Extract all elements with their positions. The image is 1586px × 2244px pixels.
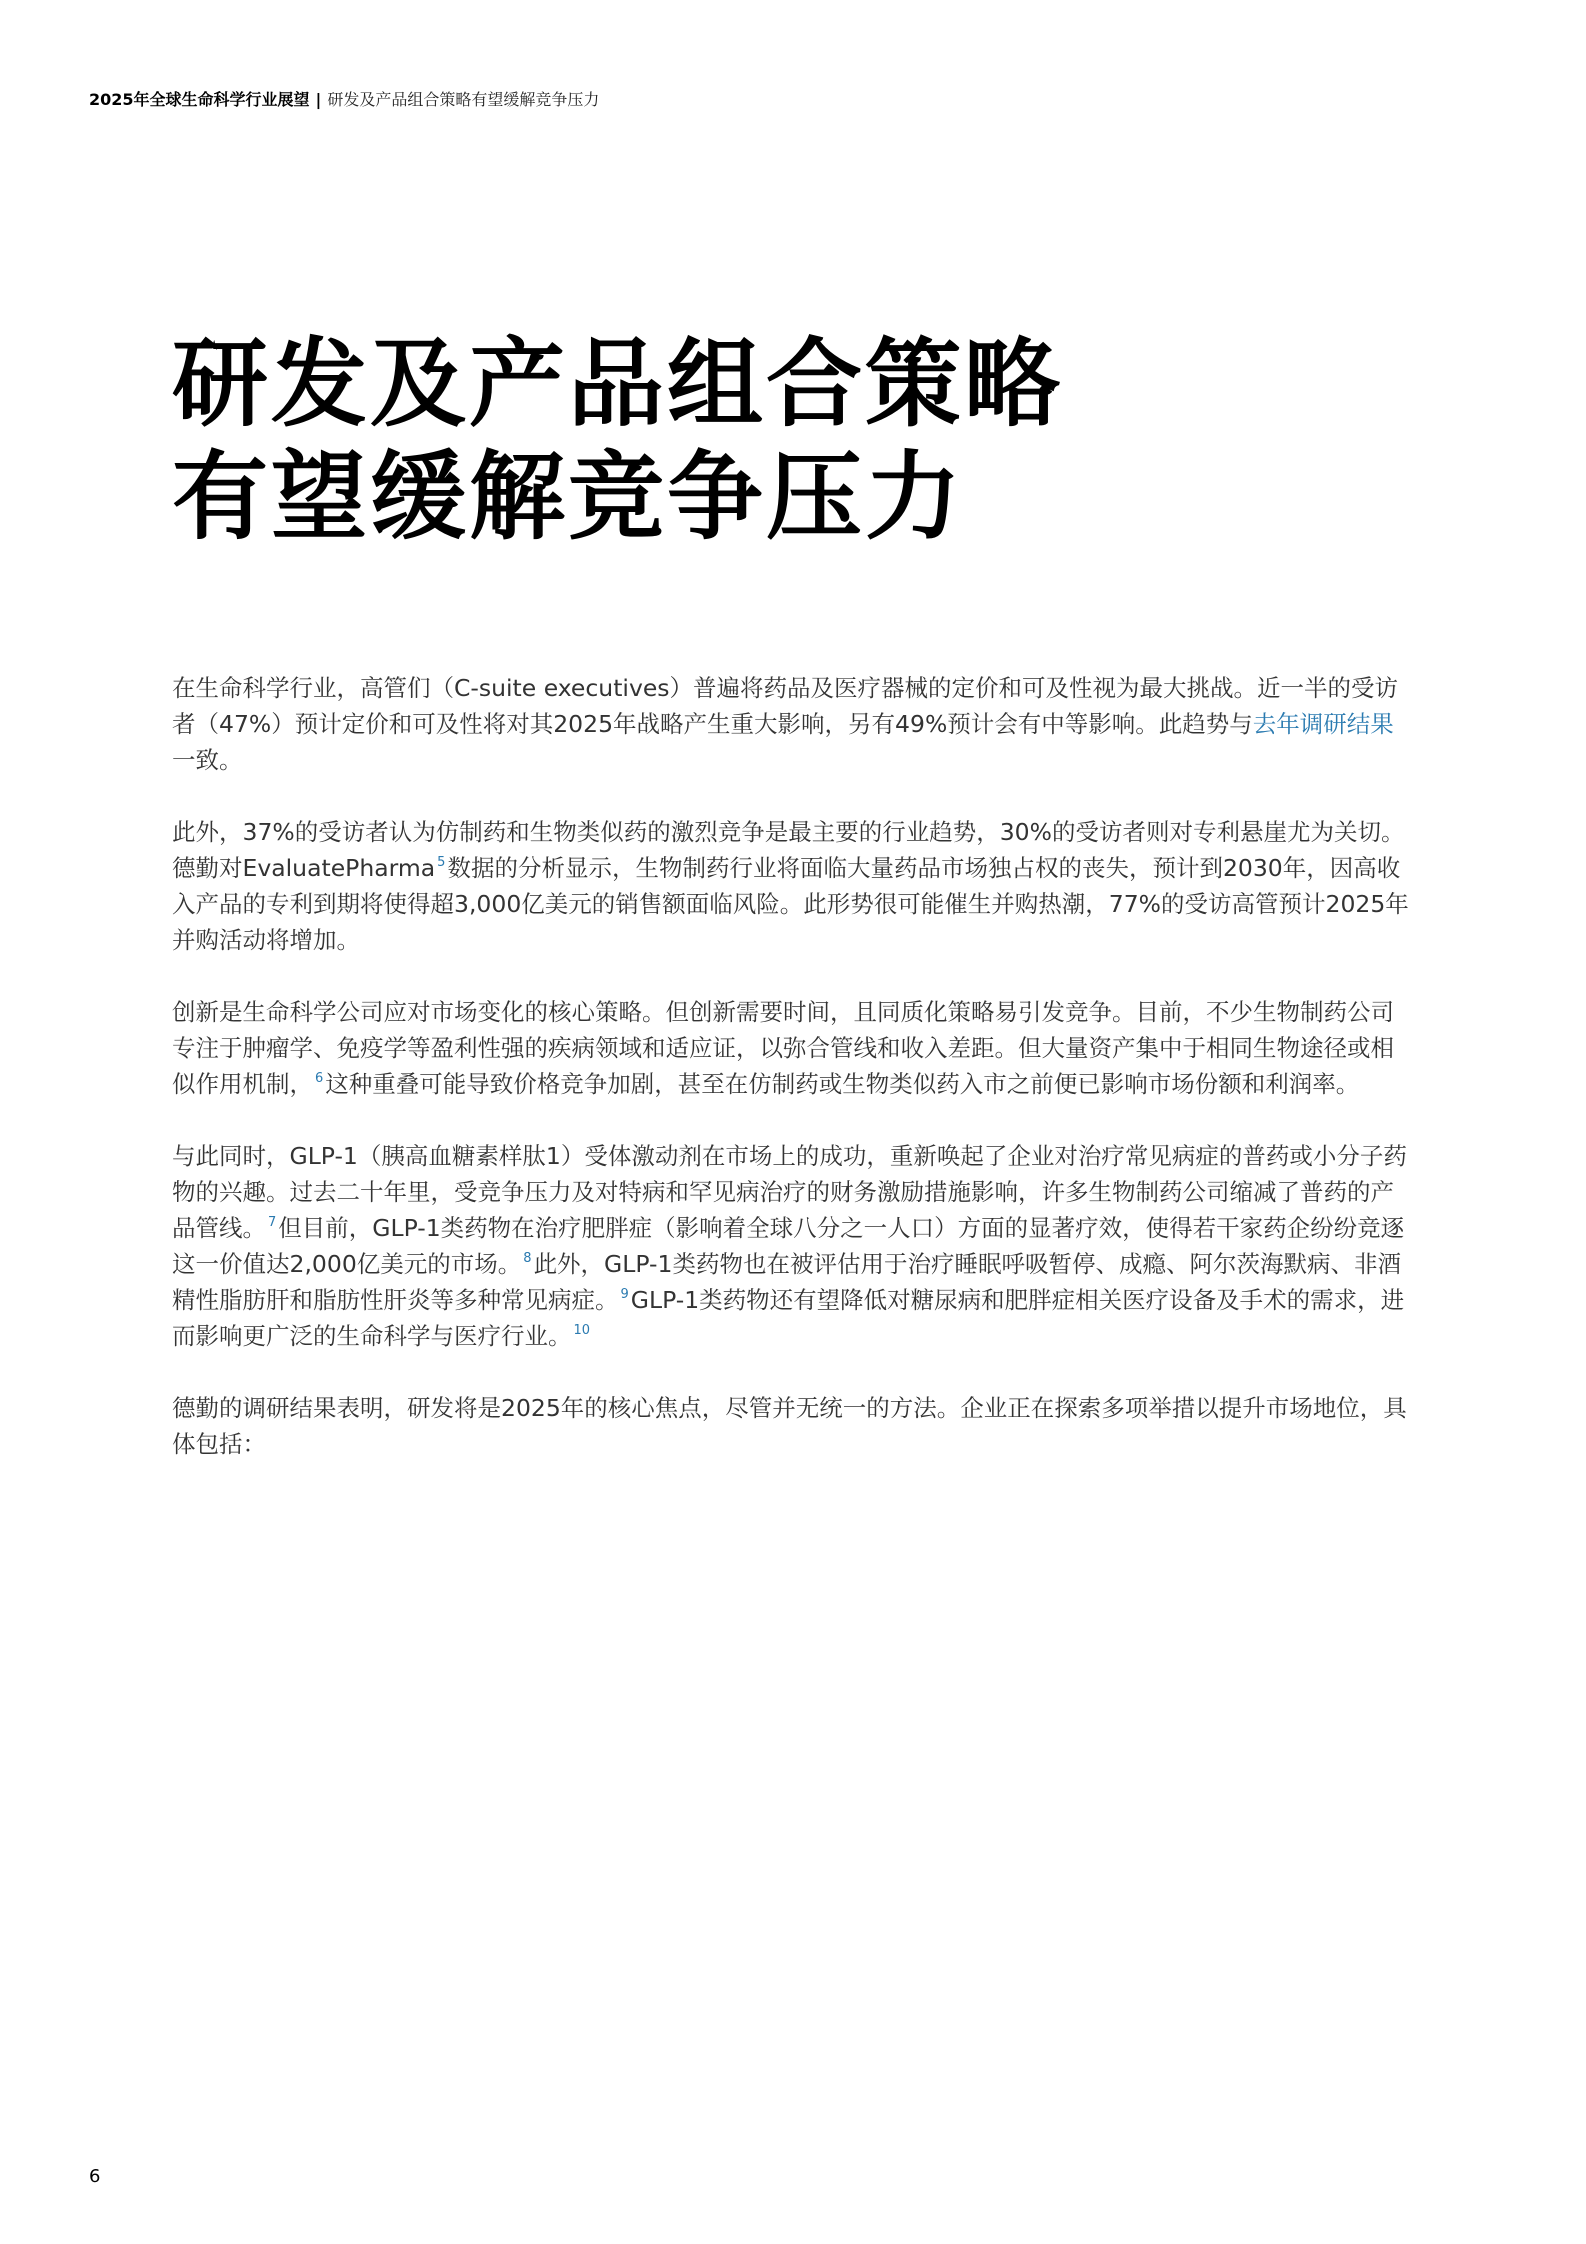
section-title: 研发及产品组合策略有望缓解竞争压力 <box>327 90 600 109</box>
footnote-ref-10[interactable]: 10 <box>573 1323 591 1338</box>
paragraph-4 <box>172 1138 1412 1354</box>
body-text <box>172 670 1412 1498</box>
paragraph-1 <box>172 670 1412 778</box>
paragraph-4-text-3: 此外，GLP-1类药物也在被评估用于治疗睡眠呼吸暂停、成瘾、阿尔茨海默病、非酒精性脂肪肝和脂肪性肝炎等多种常见病症。 <box>172 1250 1401 1314</box>
header-separator: | <box>315 90 322 109</box>
footnote-ref-5[interactable]: 5 <box>437 855 446 870</box>
footnote-ref-6[interactable]: 6 <box>315 1071 324 1086</box>
footnote-ref-9[interactable]: 9 <box>620 1287 629 1302</box>
paragraph-1-text-end: 一致。 <box>172 746 243 774</box>
paragraph-3-text: 创新是生命科学公司应对市场变化的核心策略。但创新需要时间，且同质化策略易引发竞争。目前，不少生物制药公司专注于肿瘤学、免疫学等盈利性强的疾病领域和适应证，以弥合管线和收入差距。但大量资产集中于相同生物途径或相似作用机制， <box>172 998 1394 1098</box>
paragraph-1-text: 在生命科学行业，高管们（C-suite executives）普遍将药品及医疗器械的定价和可及性视为最大挑战。近一半的受访者（47%）预计定价和可及性将对其2025年战略产生重大影响，另有49%预计会有中等影响。此趋势与 <box>172 674 1399 738</box>
page-title-line-2: 有望缓解竞争压力 <box>172 441 964 553</box>
paragraph-4-text: 与此同时，GLP-1（胰高血糖素样肽1）受体激动剂在市场上的成功，重新唤起了企业对治疗常见病症的普药或小分子药物的兴趣。过去二十年里，受竞争压力及对特病和罕见病治疗的财务激励措施影响，许多生物制药公司缩减了普药的产品管线。 <box>172 1142 1407 1242</box>
page-title-line-1: 研发及产品组合策略 <box>172 328 1063 440</box>
document-title: 2025年全球生命科学行业展望 <box>89 90 310 109</box>
page-title <box>172 328 1063 554</box>
page-number: 6 <box>89 2166 101 2187</box>
footnote-ref-8[interactable]: 8 <box>523 1251 532 1266</box>
paragraph-4-text-2: 但目前，GLP-1类药物在治疗肥胖症（影响着全球八分之一人口）方面的显著疗效，使得若干家药企纷纷竞逐这一价值达2,000亿美元的市场。 <box>172 1214 1405 1278</box>
last-year-survey-link[interactable]: 去年调研结果 <box>1252 710 1394 738</box>
footnote-ref-7[interactable]: 7 <box>268 1215 277 1230</box>
paragraph-2-text-end: 数据的分析显示，生物制药行业将面临大量药品市场独占权的丧失，预计到2030年，因高收入产品的专利到期将使得超3,000亿美元的销售额面临风险。此形势很可能催生并购热潮，77%的受访高管预计2025年并购活动将增加。 <box>172 854 1409 954</box>
running-header <box>89 89 599 111</box>
paragraph-5-text: 德勤的调研结果表明，研发将是2025年的核心焦点，尽管并无统一的方法。企业正在探索多项举措以提升市场地位，具体包括： <box>172 1394 1407 1458</box>
paragraph-3 <box>172 994 1412 1102</box>
paragraph-5 <box>172 1390 1412 1462</box>
paragraph-3-text-end: 这种重叠可能导致价格竞争加剧，甚至在仿制药或生物类似药入市之前便已影响市场份额和利润率。 <box>325 1070 1360 1098</box>
paragraph-4-text-4: GLP-1类药物还有望降低对糖尿病和肥胖症相关医疗设备及手术的需求，进而影响更广泛的生命科学与医疗行业。 <box>172 1286 1405 1350</box>
paragraph-2-text: 此外，37%的受访者认为仿制药和生物类似药的激烈竞争是最主要的行业趋势，30%的受访者则对专利悬崖尤为关切。德勤对EvaluatePharma <box>172 818 1405 882</box>
paragraph-2 <box>172 814 1412 958</box>
